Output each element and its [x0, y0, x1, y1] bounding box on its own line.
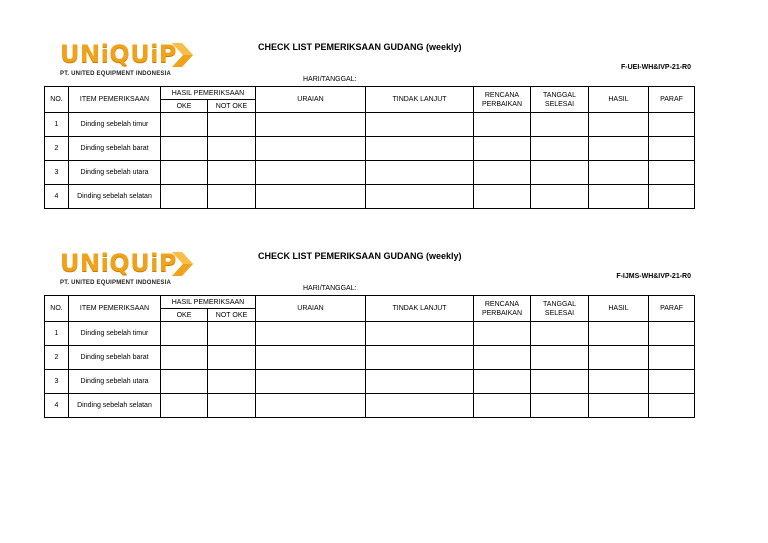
tanggal-selesai-cell[interactable]	[531, 322, 589, 346]
tanggal-selesai-cell[interactable]	[531, 113, 589, 137]
oke-cell[interactable]	[161, 137, 208, 161]
table-row	[45, 113, 695, 137]
header-rencana-perbaikan: RENCANA PERBAIKAN	[474, 87, 531, 113]
tindak-lanjut-cell[interactable]	[366, 370, 474, 394]
uraian-cell[interactable]	[256, 322, 366, 346]
hasil-cell[interactable]	[589, 370, 649, 394]
row-item: Dinding sebelah timur	[69, 322, 161, 346]
checklist-table	[44, 86, 695, 209]
header-item: ITEM PEMERIKSAAN	[69, 87, 161, 113]
tanggal-selesai-cell[interactable]	[531, 137, 589, 161]
rencana-perbaikan-cell[interactable]	[474, 113, 531, 137]
header-tanggal-selesai: TANGGAL SELESAI	[531, 296, 589, 322]
form-title: CHECK LIST PEMERIKSAAN GUDANG (weekly)	[258, 42, 462, 52]
hari-tanggal-label: HARI/TANGGAL:	[303, 285, 357, 292]
header-hasil-pemeriksaan: HASIL PEMERIKSAAN	[161, 87, 256, 100]
hasil-cell[interactable]	[589, 137, 649, 161]
tanggal-selesai-cell[interactable]	[531, 394, 589, 418]
oke-cell[interactable]	[161, 346, 208, 370]
header-item: ITEM PEMERIKSAAN	[69, 296, 161, 322]
tindak-lanjut-cell[interactable]	[366, 113, 474, 137]
row-item: Dinding sebelah selatan	[69, 185, 161, 209]
row-no: 1	[45, 113, 69, 137]
table-row	[45, 137, 695, 161]
rencana-perbaikan-cell[interactable]	[474, 137, 531, 161]
uraian-cell[interactable]	[256, 370, 366, 394]
checklist-form-2	[0, 209, 768, 409]
checklist-form-1	[0, 0, 768, 200]
not-oke-cell[interactable]	[208, 346, 256, 370]
oke-cell[interactable]	[161, 322, 208, 346]
row-item: Dinding sebelah selatan	[69, 394, 161, 418]
header-uraian: URAIAN	[256, 296, 366, 322]
header-tindak-lanjut: TINDAK LANJUT	[366, 87, 474, 113]
paraf-cell[interactable]	[649, 137, 695, 161]
header-tindak-lanjut: TINDAK LANJUT	[366, 296, 474, 322]
oke-cell[interactable]	[161, 394, 208, 418]
tindak-lanjut-cell[interactable]	[366, 322, 474, 346]
header-not-oke: NOT OKE	[208, 309, 256, 322]
rencana-perbaikan-cell[interactable]	[474, 370, 531, 394]
row-item: Dinding sebelah barat	[69, 137, 161, 161]
oke-cell[interactable]	[161, 161, 208, 185]
tindak-lanjut-cell[interactable]	[366, 394, 474, 418]
tanggal-selesai-cell[interactable]	[531, 161, 589, 185]
tanggal-selesai-cell[interactable]	[531, 370, 589, 394]
uraian-cell[interactable]	[256, 346, 366, 370]
tanggal-selesai-cell[interactable]	[531, 346, 589, 370]
oke-cell[interactable]	[161, 113, 208, 137]
row-item: Dinding sebelah utara	[69, 161, 161, 185]
paraf-cell[interactable]	[649, 161, 695, 185]
rencana-perbaikan-cell[interactable]	[474, 394, 531, 418]
table-row	[45, 185, 695, 209]
oke-cell[interactable]	[161, 185, 208, 209]
row-no: 2	[45, 346, 69, 370]
paraf-cell[interactable]	[649, 322, 695, 346]
rencana-perbaikan-cell[interactable]	[474, 161, 531, 185]
hasil-cell[interactable]	[589, 394, 649, 418]
not-oke-cell[interactable]	[208, 394, 256, 418]
header-tanggal-selesai: TANGGAL SELESAI	[531, 87, 589, 113]
header-hasil: HASIL	[589, 87, 649, 113]
not-oke-cell[interactable]	[208, 322, 256, 346]
header-hasil: HASIL	[589, 296, 649, 322]
uniquip-logo	[60, 249, 200, 289]
table-row	[45, 161, 695, 185]
doc-code: F-IJMS-WH&IVP-21-R0	[616, 273, 691, 280]
row-no: 3	[45, 161, 69, 185]
header-hasil-pemeriksaan: HASIL PEMERIKSAAN	[161, 296, 256, 309]
header-no: NO.	[45, 87, 69, 113]
checklist-table	[44, 295, 695, 418]
header-oke: OKE	[161, 309, 208, 322]
row-item: Dinding sebelah barat	[69, 346, 161, 370]
not-oke-cell[interactable]	[208, 370, 256, 394]
row-no: 4	[45, 185, 69, 209]
paraf-cell[interactable]	[649, 113, 695, 137]
tanggal-selesai-cell[interactable]	[531, 185, 589, 209]
not-oke-cell[interactable]	[208, 185, 256, 209]
header-paraf: PARAF	[649, 87, 695, 113]
tindak-lanjut-cell[interactable]	[366, 346, 474, 370]
header-rencana-perbaikan: RENCANA PERBAIKAN	[474, 296, 531, 322]
header-oke: OKE	[161, 100, 208, 113]
uraian-cell[interactable]	[256, 161, 366, 185]
chevron-right-icon	[170, 42, 194, 68]
table-row	[45, 370, 695, 394]
hari-tanggal-label: HARI/TANGGAL:	[303, 76, 357, 83]
logo-wordmark: UNiQUiP	[60, 249, 178, 277]
paraf-cell[interactable]	[649, 346, 695, 370]
uraian-cell[interactable]	[256, 394, 366, 418]
header-uraian: URAIAN	[256, 87, 366, 113]
row-no: 1	[45, 322, 69, 346]
hasil-cell[interactable]	[589, 346, 649, 370]
row-item: Dinding sebelah utara	[69, 370, 161, 394]
tindak-lanjut-cell[interactable]	[366, 161, 474, 185]
table-row	[45, 346, 695, 370]
hasil-cell[interactable]	[589, 113, 649, 137]
rencana-perbaikan-cell[interactable]	[474, 322, 531, 346]
row-no: 3	[45, 370, 69, 394]
doc-code: F-UEI-WH&IVP-21-R0	[620, 64, 691, 71]
paraf-cell[interactable]	[649, 394, 695, 418]
hasil-cell[interactable]	[589, 322, 649, 346]
paraf-cell[interactable]	[649, 370, 695, 394]
logo-wordmark: UNiQUiP	[60, 40, 178, 68]
form-title: CHECK LIST PEMERIKSAAN GUDANG (weekly)	[258, 251, 462, 261]
hasil-cell[interactable]	[589, 185, 649, 209]
uraian-cell[interactable]	[256, 113, 366, 137]
oke-cell[interactable]	[161, 370, 208, 394]
tindak-lanjut-cell[interactable]	[366, 185, 474, 209]
hasil-cell[interactable]	[589, 161, 649, 185]
tindak-lanjut-cell[interactable]	[366, 137, 474, 161]
rencana-perbaikan-cell[interactable]	[474, 346, 531, 370]
rencana-perbaikan-cell[interactable]	[474, 185, 531, 209]
table-row	[45, 394, 695, 418]
row-item: Dinding sebelah timur	[69, 113, 161, 137]
row-no: 2	[45, 137, 69, 161]
paraf-cell[interactable]	[649, 185, 695, 209]
uraian-cell[interactable]	[256, 185, 366, 209]
not-oke-cell[interactable]	[208, 161, 256, 185]
table-row	[45, 322, 695, 346]
row-no: 4	[45, 394, 69, 418]
header-not-oke: NOT OKE	[208, 100, 256, 113]
uraian-cell[interactable]	[256, 137, 366, 161]
logo-subtitle: PT. UNITED EQUIPMENT INDONESIA	[60, 71, 172, 77]
logo-subtitle: PT. UNITED EQUIPMENT INDONESIA	[60, 280, 172, 286]
not-oke-cell[interactable]	[208, 137, 256, 161]
uniquip-logo	[60, 40, 200, 80]
not-oke-cell[interactable]	[208, 113, 256, 137]
header-no: NO.	[45, 296, 69, 322]
header-paraf: PARAF	[649, 296, 695, 322]
chevron-right-icon	[170, 251, 194, 277]
